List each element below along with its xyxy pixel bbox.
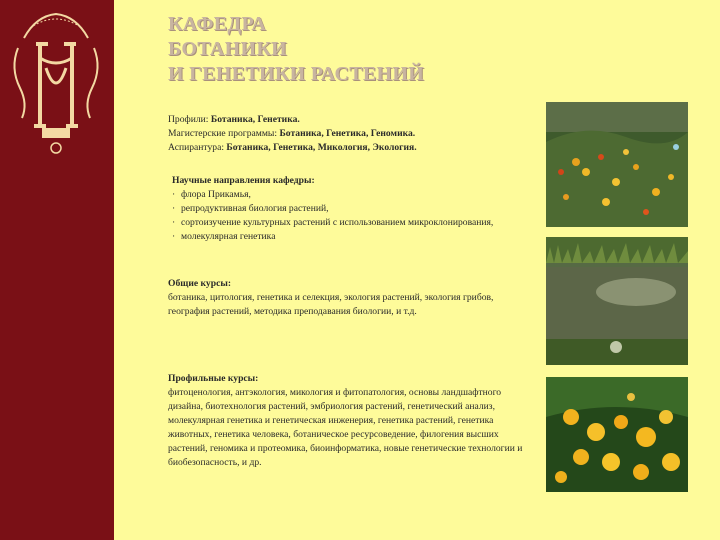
profile-courses-heading: Профильные курсы: (168, 373, 259, 384)
list-item: · репродуктивная биология растений, (172, 203, 329, 214)
general-courses (168, 277, 528, 319)
general-courses-heading: Общие курсы: (168, 278, 232, 289)
directions-heading: Научные направления кафедры: (172, 175, 315, 186)
title-line-1: КАФЕДРА (168, 13, 267, 35)
title-line-3: И ГЕНЕТИКИ РАСТЕНИЙ (168, 63, 425, 85)
postgrad-value: Ботаника, Генетика, Микология, Экология. (226, 142, 417, 153)
profiles-value: Ботаника, Генетика. (210, 114, 300, 125)
direction-text: флора Прикамья, (181, 189, 251, 200)
globeflower-photo (546, 377, 688, 492)
profile-courses (168, 372, 530, 470)
direction-text: репродуктивная биология растений, (181, 203, 329, 214)
sidebar-band (0, 0, 114, 540)
flowerbed-photo (546, 102, 688, 227)
profile-courses-text: фитоценология, антэкология, микология и фитопатология, основы ландшафтного дизайна, биотехнология растений, эмбриология растений, генетический анализ, молекулярная генетика и генетическая инженерия, генетика растений, генетика животных, генетика человека, ботаническое ресурсоведение, филогения высших растений, геномика и протеомика, биоинформатика, новые генетические технологии и биобезопасность, и др. (168, 387, 523, 468)
masters-value: Ботаника, Генетика, Геномика. (279, 128, 416, 139)
list-item: · флора Прикамья, (172, 189, 251, 200)
university-logo (6, 8, 106, 158)
masters-label: Магистерские программы: (168, 128, 278, 139)
title-line-2: БОТАНИКИ (168, 38, 288, 60)
profiles-label: Профили: (168, 114, 209, 125)
direction-text: сортоизучение культурных растений с использованием микроклонирования, (181, 217, 494, 228)
list-item: · сортоизучение культурных растений с использованием микроклонирования, (172, 217, 494, 228)
profiles-block (168, 113, 538, 155)
list-item: · молекулярная генетика (172, 231, 276, 242)
research-directions (172, 174, 532, 244)
pond-photo (546, 237, 688, 365)
page-title (168, 12, 508, 87)
general-courses-text: ботаника, цитология, генетика и селекция, экология растений, экология грибов, география растений, методика преподавания биологии, и т.д. (168, 292, 494, 317)
postgrad-label: Аспирантура: (168, 142, 224, 153)
direction-text: молекулярная генетика (181, 231, 276, 242)
